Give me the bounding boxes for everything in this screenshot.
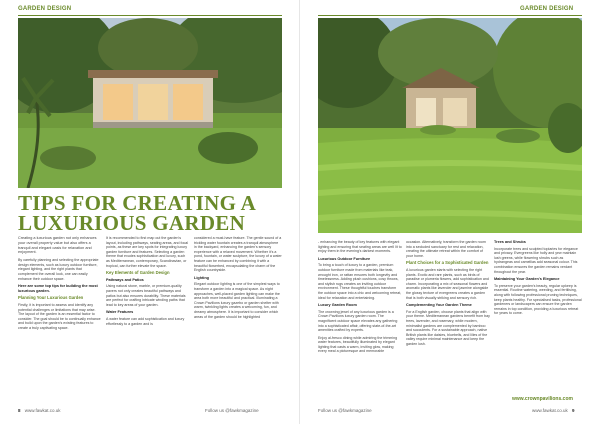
paragraph: Elegant outdoor lighting is one of the simplest ways to transform a garden into a magical space. As night approaches, well-placed garden lighting can make the area both more beautiful and practical. Illuminating a Crown Pavilions luxury gazebo or garden shelter with warm, twinkling lights creates a welcoming, fun, and dreamy atmosphere. It is important to consider which areas of the garden should be highlighted	[194, 282, 280, 319]
paragraph: considered a must-have feature. The gentle sound of a trickling water fountain creates a tranquil atmosphere in the backyard, enhancing the garden's sensory experience with a relaxed movement. Whether it's a pond, fountain, or water sculpture, the luxury of a water feature can be enhanced by combining it with a beautiful flowerbed, encapsulating the charm of the English countryside.	[194, 236, 282, 273]
heading-water-features: Water Features	[106, 310, 134, 315]
left-column-3	[194, 236, 282, 322]
paragraph: It is recommended to first map out the garden's layout, including pathways, seating areas, and focal points, as these are key spots for integrating luxury garden furniture and features. Selecting a garden theme that exudes sophistication and luxury, such as Mediterranean, contemporary, Scandinavian, or tropical, can further elevate the space.	[106, 236, 189, 268]
crown-pavilions-url[interactable]: www.crownpavilions.com	[512, 396, 573, 402]
left-column-1	[18, 236, 102, 334]
intro-paragraph: Creating a luxurious garden not only enhances your overall property value but also offers a tranquil and elegant oasis for relaxation and enjoyment.	[18, 236, 97, 255]
heading-lighting: Lighting	[194, 275, 209, 280]
paragraph: Incorporate trees and sculpted topiaries for elegance and privacy. Evergreens like holly and yew maintain lush greens, while flowering shrubs such as hydrangeas and camellias add seasonal colour. This combination ensures the garden remains verdant throughout the year.	[494, 246, 578, 274]
top-rule-right	[318, 15, 582, 16]
heading-planning: Planning Your Luxurious Garden	[18, 295, 84, 301]
heading-outdoor-furniture: Luxurious Outdoor Furniture	[318, 256, 371, 261]
paragraph: Enjoy al-fresco dining while admiring the trimming water features, beautifully illuminated by elegant lighting that casts a warm, inviting glow, making every meal a picturesque and memorable	[318, 335, 398, 354]
lawn-garden-photo	[318, 18, 582, 233]
left-column-2	[106, 236, 190, 329]
footer-left	[18, 408, 61, 413]
footer-right	[532, 408, 575, 413]
paragraph: For a English garden, choose plants that align with your theme. Mediterranean gardens benefit from bay trees, lavender, and rosemary, while modern, minimalist gardens are complemented by bamboo and succulents. For a sustainable approach, native British plants like daisies, bluebells, and lilies of the valley require minimal maintenance and keep the garden lush.	[406, 309, 490, 346]
footer-follow-right[interactable]: Follow us @fawkmagazine	[318, 408, 372, 413]
right-column-3	[494, 240, 582, 319]
right-column-2	[406, 240, 490, 349]
paragraph: A luxurious garden starts with selecting the right plants. Exotic and rare plants, such as birds of paradise or plumeria flowers, add sophistication and charm. Incorporating a mix of seasonal flowers and aromatic plants like lavender and jasmine alongside the glossy texture of evergreens creates a garden that is both visually striking and sensory rich.	[406, 267, 489, 300]
paragraph: To bring a touch of luxury to a garden, premium outdoor furniture made from materials like teak, wrought iron, or rattan ensures both longevity and timelessness. Adding plush cushions, cosy throws, and stylish rugs creates an inviting outdoor environment. These thoughtful touches transform the outdoor space into a chic and welcoming retreat, ideal for relaxation and entertaining.	[318, 263, 402, 300]
garden-room-photo	[18, 18, 282, 188]
heading-garden-rooms: Luxury Garden Room	[318, 303, 357, 308]
right-column-1	[318, 240, 402, 357]
paragraph: A water feature can add sophistication and luxury effortlessly to a garden and is	[106, 316, 185, 326]
section-label-right: GARDEN DESIGN	[520, 6, 574, 12]
footer-follow-left[interactable]: Follow us @fawkmagazine	[205, 408, 259, 413]
paragraph: By carefully planning and selecting the appropriate design elements, such as luxury outdoor furniture, elegant lighting, and the right plants that complement the overall look, one can easily enhance their outdoor space.	[18, 258, 99, 281]
heading-trees-shrubs: Trees and Shrubs	[494, 240, 526, 244]
garden-room-illustration	[18, 18, 282, 188]
paragraph: The crowning jewel of any luxurious garden is a Crown Pavilions luxury garden room. The magnificent outdoor space elevates any gathering into a sophisticated affair, offering state-of-the-art amenities crafted by experts.	[318, 309, 398, 333]
paragraph: To preserve your garden's beauty, regular upkeep is essential. Routine watering, weeding, and fertilising, along with following professional pruning techniques, keep plants healthy. For specialised tasks, professional gardeners or landscapers can ensure the garden remains in top condition, providing a luxurious retreat for years to come.	[494, 283, 582, 316]
heading-key-elements: Key Elements of Garden Design	[106, 270, 170, 276]
section-label-left: GARDEN DESIGN	[18, 6, 72, 12]
heading-maintaining: Maintaining Your Garden's Elegance	[494, 277, 560, 282]
heading-complementing-theme: Complementing Your Garden Theme	[406, 303, 472, 308]
paragraph: Firstly, it is important to assess and identify any potential challenges or limitations that may arise. The layout of the garden is an essential factor to consider. The goal should be to continually enhance and build upon the garden's existing features to create a truly captivating space.	[18, 302, 101, 330]
heading-pathways: Pathways and Patios	[106, 277, 144, 282]
page-number-left: 8	[18, 408, 21, 413]
right-page	[300, 0, 600, 424]
paragraph: occasion. Alternatively, transform the garden room into a secluded sanctuary for rest and relaxation, creating the ultimate retreat within the comfort of your home.	[406, 240, 486, 258]
heading-plant-choices: Plant Choices for a Sophisticated Garden	[406, 260, 489, 266]
top-rule-left	[18, 15, 282, 16]
paragraph: - enhancing the beauty of key features with elegant lighting and ensuring that seating areas are well lit to enjoy them in the evening's darkest moments.	[318, 240, 402, 254]
footer-url-right[interactable]: www.fawkat.co.uk	[532, 408, 568, 413]
footer-url-left[interactable]: www.fawkat.co.uk	[24, 408, 61, 413]
paragraph: Using natural stone, marble, or premium-quality pavers not only creates beautiful pathways and patios but also ensures durability. These materials are perfect for crafting intricate winding paths that lead to key areas of your garden.	[106, 284, 186, 307]
article-title-line-2: LUXURIOUS GARDEN	[18, 211, 246, 235]
page-number-right: 9	[572, 408, 575, 413]
subheading-tips: Here are some top tips for building the most luxurious garden.	[18, 284, 98, 293]
lawn-garden-illustration	[318, 18, 582, 233]
article-title	[18, 193, 288, 233]
article-title-line-1: TIPS FOR CREATING A	[18, 191, 257, 215]
